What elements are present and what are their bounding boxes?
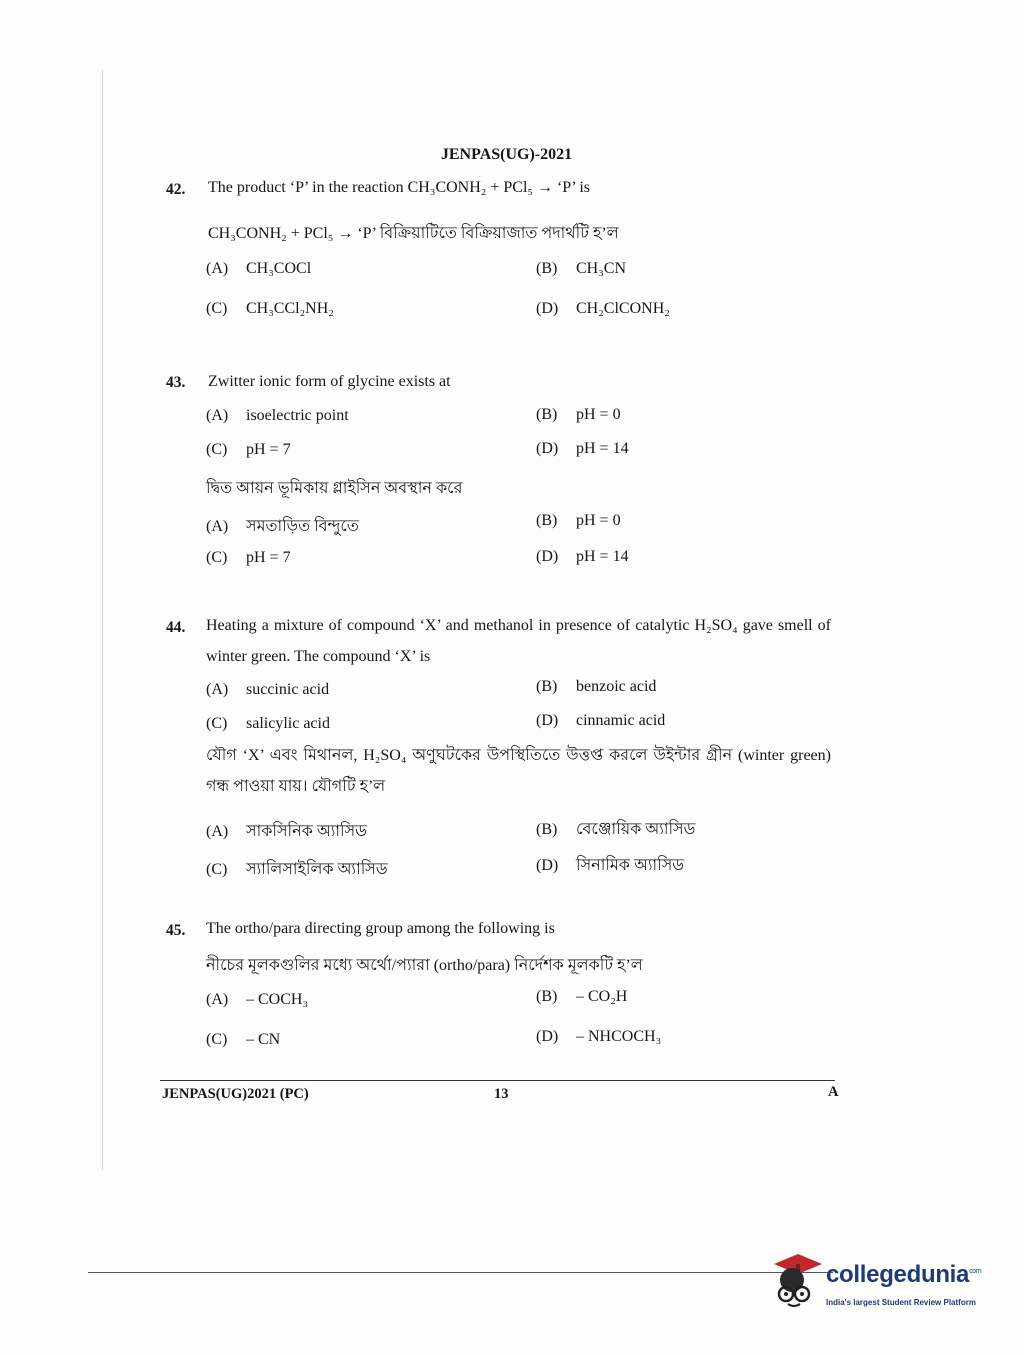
option-a-bn-text: সমতাড়িত বিন্দুতে bbox=[246, 518, 359, 535]
option-d: (D) cinnamic acid bbox=[536, 712, 666, 729]
option-c-text: CH₃CCl₂NH₂ bbox=[246, 300, 334, 317]
option-c: (C) pH = 7 bbox=[206, 441, 291, 458]
question-text-bn: দ্বিত আয়ন ভূমিকায় গ্লাইসিন অবস্থান করে bbox=[206, 480, 463, 497]
option-b-bn-text: pH = 0 bbox=[576, 512, 621, 529]
question-text-en: The ortho/para directing group among the following is bbox=[206, 920, 555, 937]
option-b: (B) CH₃CN bbox=[536, 260, 627, 277]
option-a-text: isoelectric point bbox=[246, 407, 349, 424]
scan-margin-line bbox=[102, 70, 103, 1170]
footer-paper-code: JENPAS(UG)2021 (PC) bbox=[162, 1086, 309, 1102]
question-text-en: Heating a mixture of compound ‘X’ and methanol in presence of catalytic H₂SO₄ gave smell of winter green. The compound ‘X’ is bbox=[206, 617, 831, 665]
collegedunia-logo[interactable] bbox=[768, 1250, 1008, 1310]
option-c-bn: (C) pH = 7 bbox=[206, 549, 291, 566]
option-d-bn: (D) pH = 14 bbox=[536, 548, 629, 565]
option-b-bn: (B) বেঞ্জোয়িক অ্যাসিড bbox=[536, 821, 696, 838]
option-d-text: CH₂ClCONH₂ bbox=[576, 300, 670, 317]
option-d: (D) – NHCOCH₃ bbox=[536, 1028, 662, 1045]
option-a: (A) CH₃COCl bbox=[206, 260, 312, 277]
option-d: (D) CH₂ClCONH₂ bbox=[536, 300, 670, 317]
option-c: (C) – CN bbox=[206, 1031, 281, 1048]
option-a: (A) succinic acid bbox=[206, 681, 330, 698]
option-c-bn-text: স্যালিসাইলিক অ্যাসিড bbox=[246, 861, 388, 878]
option-a-bn: (A) সমতাড়িত বিন্দুতে bbox=[206, 518, 359, 535]
option-d-text: – NHCOCH₃ bbox=[576, 1028, 662, 1045]
option-d-bn-text: সিনামিক অ্যাসিড bbox=[576, 857, 685, 874]
question-text-bn: যৌগ ‘X’ এবং মিথানল, H₂SO₄ অণুঘটকের উপস্থিতিতে উত্তপ্ত করলে উইন্টার গ্রীন (winter green) গন্ধ পাওয়া যায়। যৌগটি হ’ল bbox=[206, 747, 831, 795]
option-b-bn: (B) pH = 0 bbox=[536, 512, 621, 529]
mascot-icon bbox=[768, 1250, 824, 1310]
booklet-series: A bbox=[828, 1084, 839, 1100]
question-text-en: Zwitter ionic form of glycine exists at bbox=[208, 373, 451, 390]
option-b-bn-text: বেঞ্জোয়িক অ্যাসিড bbox=[576, 821, 696, 838]
option-b: (B) benzoic acid bbox=[536, 678, 657, 695]
bottom-rule bbox=[88, 1272, 833, 1273]
option-a: (A) – COCH₃ bbox=[206, 991, 309, 1008]
option-c: (C) CH₃CCl₂NH₂ bbox=[206, 300, 334, 317]
option-c-text: – CN bbox=[246, 1031, 281, 1048]
option-d-text: pH = 14 bbox=[576, 440, 629, 457]
question-text-en: The product ‘P’ in the reaction CH₃CONH₂ + PCl₅ → ‘P’ is bbox=[208, 179, 591, 196]
logo-wordmark: collegedunia$^{com}$ bbox=[826, 1261, 982, 1288]
question-text-bn: CH₃CONH₂ + PCl₅ → ‘P’ বিক্রিয়াটিতে বিক্রিয়াজাত পদার্থটি হ’ল bbox=[208, 225, 619, 242]
question-number: 43. bbox=[166, 374, 186, 391]
option-c-text: pH = 7 bbox=[246, 441, 291, 458]
option-d-text: cinnamic acid bbox=[576, 712, 666, 729]
option-b-text: – CO₂H bbox=[576, 988, 628, 1005]
option-b-text: pH = 0 bbox=[576, 406, 621, 423]
page-number: 13 bbox=[494, 1086, 509, 1102]
option-a-text: succinic acid bbox=[246, 681, 330, 698]
question-text-bn: নীচের মূলকগুলির মধ্যে অর্থো/প্যারা (ortho/para) নির্দেশক মূলকটি হ’ল bbox=[206, 957, 643, 974]
option-a-text: CH₃COCl bbox=[246, 260, 312, 277]
option-b-text: CH₃CN bbox=[576, 260, 627, 277]
option-b: (B) pH = 0 bbox=[536, 406, 621, 423]
option-d-bn: (D) সিনামিক অ্যাসিড bbox=[536, 857, 685, 874]
option-d-bn-text: pH = 14 bbox=[576, 548, 629, 565]
option-c-text: salicylic acid bbox=[246, 715, 330, 732]
option-a-text: – COCH₃ bbox=[246, 991, 309, 1008]
page-header: JENPAS(UG)-2021 bbox=[440, 146, 573, 163]
option-b-text: benzoic acid bbox=[576, 678, 657, 695]
question-number: 45. bbox=[166, 922, 186, 939]
option-a-bn-text: সাকসিনিক অ্যাসিড bbox=[246, 823, 367, 840]
option-d: (D) pH = 14 bbox=[536, 440, 629, 457]
option-c-bn-text: pH = 7 bbox=[246, 549, 291, 566]
option-c: (C) salicylic acid bbox=[206, 715, 330, 732]
option-c-bn: (C) স্যালিসাইলিক অ্যাসিড bbox=[206, 861, 388, 878]
footer-rule bbox=[160, 1080, 835, 1081]
question-number: 42. bbox=[166, 181, 186, 198]
option-b: (B) – CO₂H bbox=[536, 988, 628, 1005]
option-a: (A) isoelectric point bbox=[206, 407, 349, 424]
logo-tagline: India's largest Student Review Platform bbox=[826, 1298, 976, 1307]
question-number: 44. bbox=[166, 619, 186, 636]
option-a-bn: (A) সাকসিনিক অ্যাসিড bbox=[206, 823, 367, 840]
